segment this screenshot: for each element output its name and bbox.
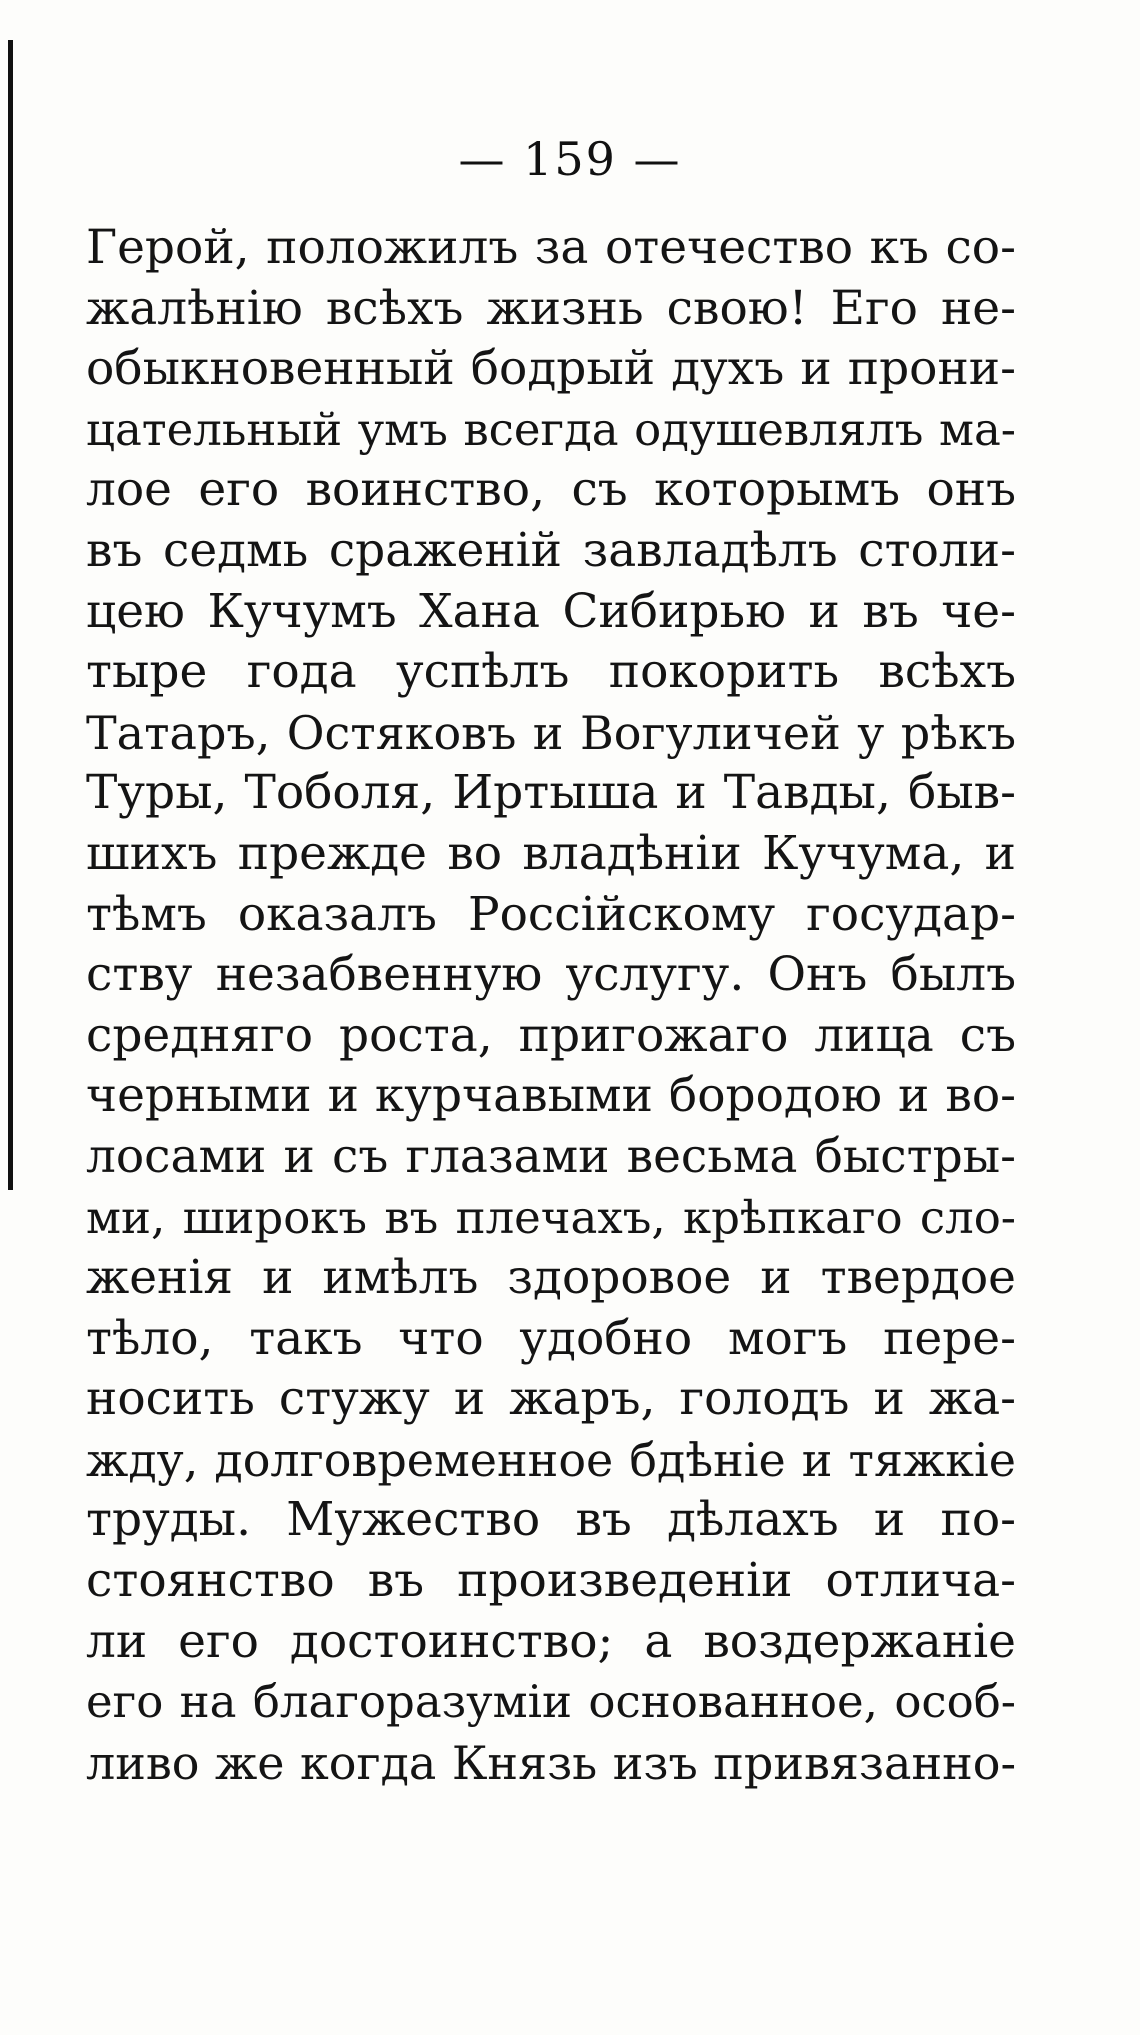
text-line: тыре года успѣлъ покорить всѣхъ	[86, 644, 1016, 700]
text-line: женія и имѣлъ здоровое и твердое	[86, 1250, 1016, 1306]
text-line: шихъ прежде во владѣніи Кучума, и	[86, 825, 1016, 881]
text-line: цательный умъ всегда одушевлялъ ма-	[86, 402, 1016, 456]
text-line: обыкновенный бодрый духъ и прони-	[86, 341, 1016, 397]
text-line: лое его воинство, съ которымъ онъ	[86, 462, 1016, 518]
text-line: труды. Мужество въ дѣлахъ и по-	[86, 1492, 1016, 1548]
text-line: носить стужу и жаръ, голодъ и жа-	[86, 1371, 1016, 1427]
text-line: его на благоразуміи основанное, особ-	[86, 1675, 1016, 1729]
text-line: ливо же когда Князь изъ привязанно-	[86, 1735, 1016, 1790]
text-line: Герой, положилъ за отечество къ со-	[86, 220, 1016, 275]
text-line: цею Кучумъ Хана Сибирью и въ че-	[86, 583, 1016, 639]
text-line: средняго роста, пригожаго лица съ	[86, 1007, 1016, 1063]
text-line: ству незабвенную услугу. Онъ былъ	[86, 947, 1016, 1003]
text-line: жду, долговременное бдѣніе и тяжкіе	[86, 1432, 1016, 1487]
text-line: ми, широкъ въ плечахъ, крѣпкаго сло-	[86, 1190, 1016, 1244]
text-line: стоянство въ произведеніи отлича-	[86, 1553, 1016, 1609]
text-line: лосами и съ глазами весьма быстры-	[86, 1128, 1016, 1184]
page-number: — 159 —	[458, 132, 682, 186]
text-line: ли его достоинство; а воздержаніе	[86, 1613, 1016, 1669]
text-line: тѣло, такъ что удобно могъ пере-	[86, 1310, 1016, 1366]
text-line: Туры, Тоболя, Иртыша и Тавды, быв-	[86, 765, 1016, 821]
text-line: Татаръ, Остяковъ и Вогуличей у рѣкъ	[86, 705, 1016, 760]
text-line: черными и курчавыми бородою и во-	[86, 1068, 1016, 1124]
text-line: тѣмъ оказалъ Россійскому государ-	[86, 886, 1016, 942]
page-edge-rule	[8, 40, 13, 1190]
text-line: въ седмь сраженій завладѣлъ столи-	[86, 522, 1016, 578]
text-line: жалѣнію всѣхъ жизнь свою! Его не-	[86, 280, 1016, 336]
body-text	[86, 218, 1016, 1793]
